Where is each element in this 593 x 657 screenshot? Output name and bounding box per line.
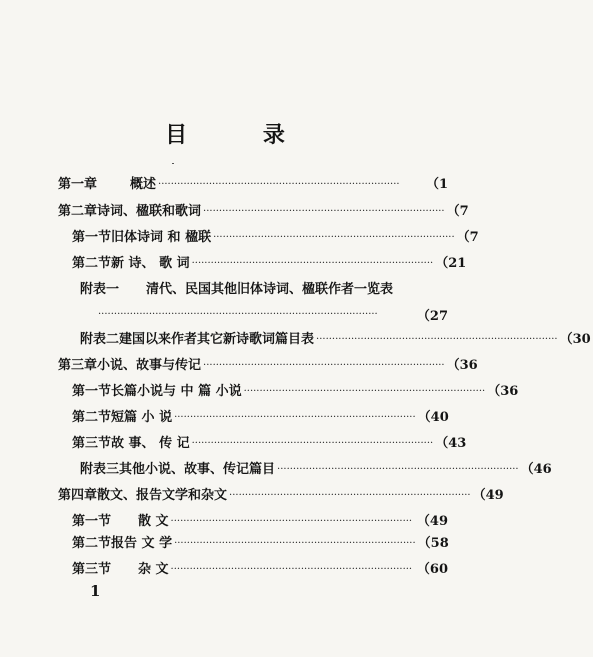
entry-title: 杂 文 [138, 562, 169, 577]
toc-entry[interactable] [72, 535, 450, 553]
leader-dots: ············································································ [174, 538, 416, 549]
leader-dots: ············································································ [170, 564, 413, 575]
toc-entry[interactable] [58, 357, 478, 375]
entry-page: （36 [487, 384, 519, 399]
entry-title: 清代、民国其他旧体诗词、楹联作者一览表 [146, 282, 394, 297]
toc-entry[interactable] [58, 203, 469, 221]
entry-title: 小说、故事与传记 [97, 358, 202, 373]
leader-dots: ············································································ [191, 438, 434, 449]
entry-number: 第四章 [58, 488, 98, 503]
entry-number: 第二节 [72, 256, 112, 271]
leader-dots: ············································································ [174, 412, 416, 423]
entry-title: 其他小说、故事、传记篇目 [119, 462, 276, 477]
entry-title: 长篇小说与 中 篇 小说 [111, 384, 242, 399]
entry-page: （60 [416, 562, 448, 577]
leader-dots: ························································································ [98, 308, 378, 320]
entry-page: （21 [435, 256, 467, 271]
leader-dots: ············································································ [229, 490, 471, 501]
toc-entry-continuation[interactable] [98, 305, 450, 323]
entry-page: （43 [435, 436, 467, 451]
leader-dots: ············································································ [277, 464, 519, 475]
entry-title: 故 事、 传 记 [111, 436, 190, 451]
toc-entry[interactable] [72, 435, 467, 453]
entry-number: 附表三 [80, 462, 120, 477]
leader-dots: ············································································ [203, 206, 445, 217]
entry-number: 第二节 [72, 410, 112, 425]
leader-dots: ············································································ [213, 232, 455, 243]
entry-number: 第一节 [72, 230, 112, 245]
entry-page: （30 [559, 332, 591, 347]
entry-page: （40 [417, 410, 449, 425]
page-number: 1 [90, 582, 101, 600]
toc-entry[interactable] [58, 176, 450, 194]
entry-number: 第二章 [58, 204, 98, 219]
entry-number: 第一节 [72, 384, 112, 399]
entry-number: 第二节 [72, 536, 112, 551]
entry-title: 报告 文 学 [111, 536, 173, 551]
toc-entry[interactable] [72, 513, 450, 531]
toc-entry[interactable] [72, 229, 479, 247]
entry-page: （58 [417, 536, 449, 551]
page-title: 目 录 [165, 122, 319, 148]
entry-number: 附表二 [80, 332, 120, 347]
entry-title: 新 诗、 歌 词 [111, 256, 190, 271]
entry-page: （46 [520, 462, 552, 477]
entry-page: （1 [425, 177, 448, 192]
toc-entry[interactable] [80, 281, 450, 299]
toc-entry[interactable] [72, 255, 467, 273]
print-speck [172, 163, 174, 164]
entry-title: 诗词、楹联和歌词 [97, 204, 202, 219]
leader-dots: ············································································ [243, 386, 486, 397]
leader-dots: ············································································ [191, 258, 434, 269]
toc-entry[interactable] [80, 461, 552, 479]
toc-entry[interactable] [72, 561, 450, 579]
leader-dots: ············································································ [170, 516, 413, 527]
entry-title: 旧体诗词 和 楹联 [111, 230, 212, 245]
entry-page: （27 [416, 308, 448, 324]
entry-page: （7 [456, 230, 479, 245]
entry-number: 第三节 [72, 562, 112, 577]
entry-title: 概述 [130, 177, 157, 192]
entry-number: 第一章 [58, 177, 98, 192]
toc-entry[interactable] [80, 331, 591, 349]
entry-number: 第三章 [58, 358, 98, 373]
entry-title: 短篇 小 说 [111, 410, 173, 425]
entry-title: 建国以来作者其它新诗歌词篇目表 [119, 332, 315, 347]
entry-page: （49 [416, 514, 448, 529]
toc-entry[interactable] [72, 383, 519, 401]
entry-page: （49 [472, 488, 504, 503]
entry-page: （7 [446, 204, 469, 219]
entry-number: 第一节 [72, 514, 112, 529]
toc-entry[interactable] [72, 409, 450, 427]
entry-number: 附表一 [80, 282, 120, 297]
toc-entry[interactable] [58, 487, 504, 505]
leader-dots: ············································································ [203, 360, 445, 371]
entry-page: （36 [446, 358, 478, 373]
entry-title: 散文、报告文学和杂文 [97, 488, 228, 503]
leader-dots: ············································································ [158, 179, 400, 190]
entry-number: 第三节 [72, 436, 112, 451]
entry-title: 散 文 [138, 514, 169, 529]
leader-dots: ············································································ [316, 334, 558, 345]
